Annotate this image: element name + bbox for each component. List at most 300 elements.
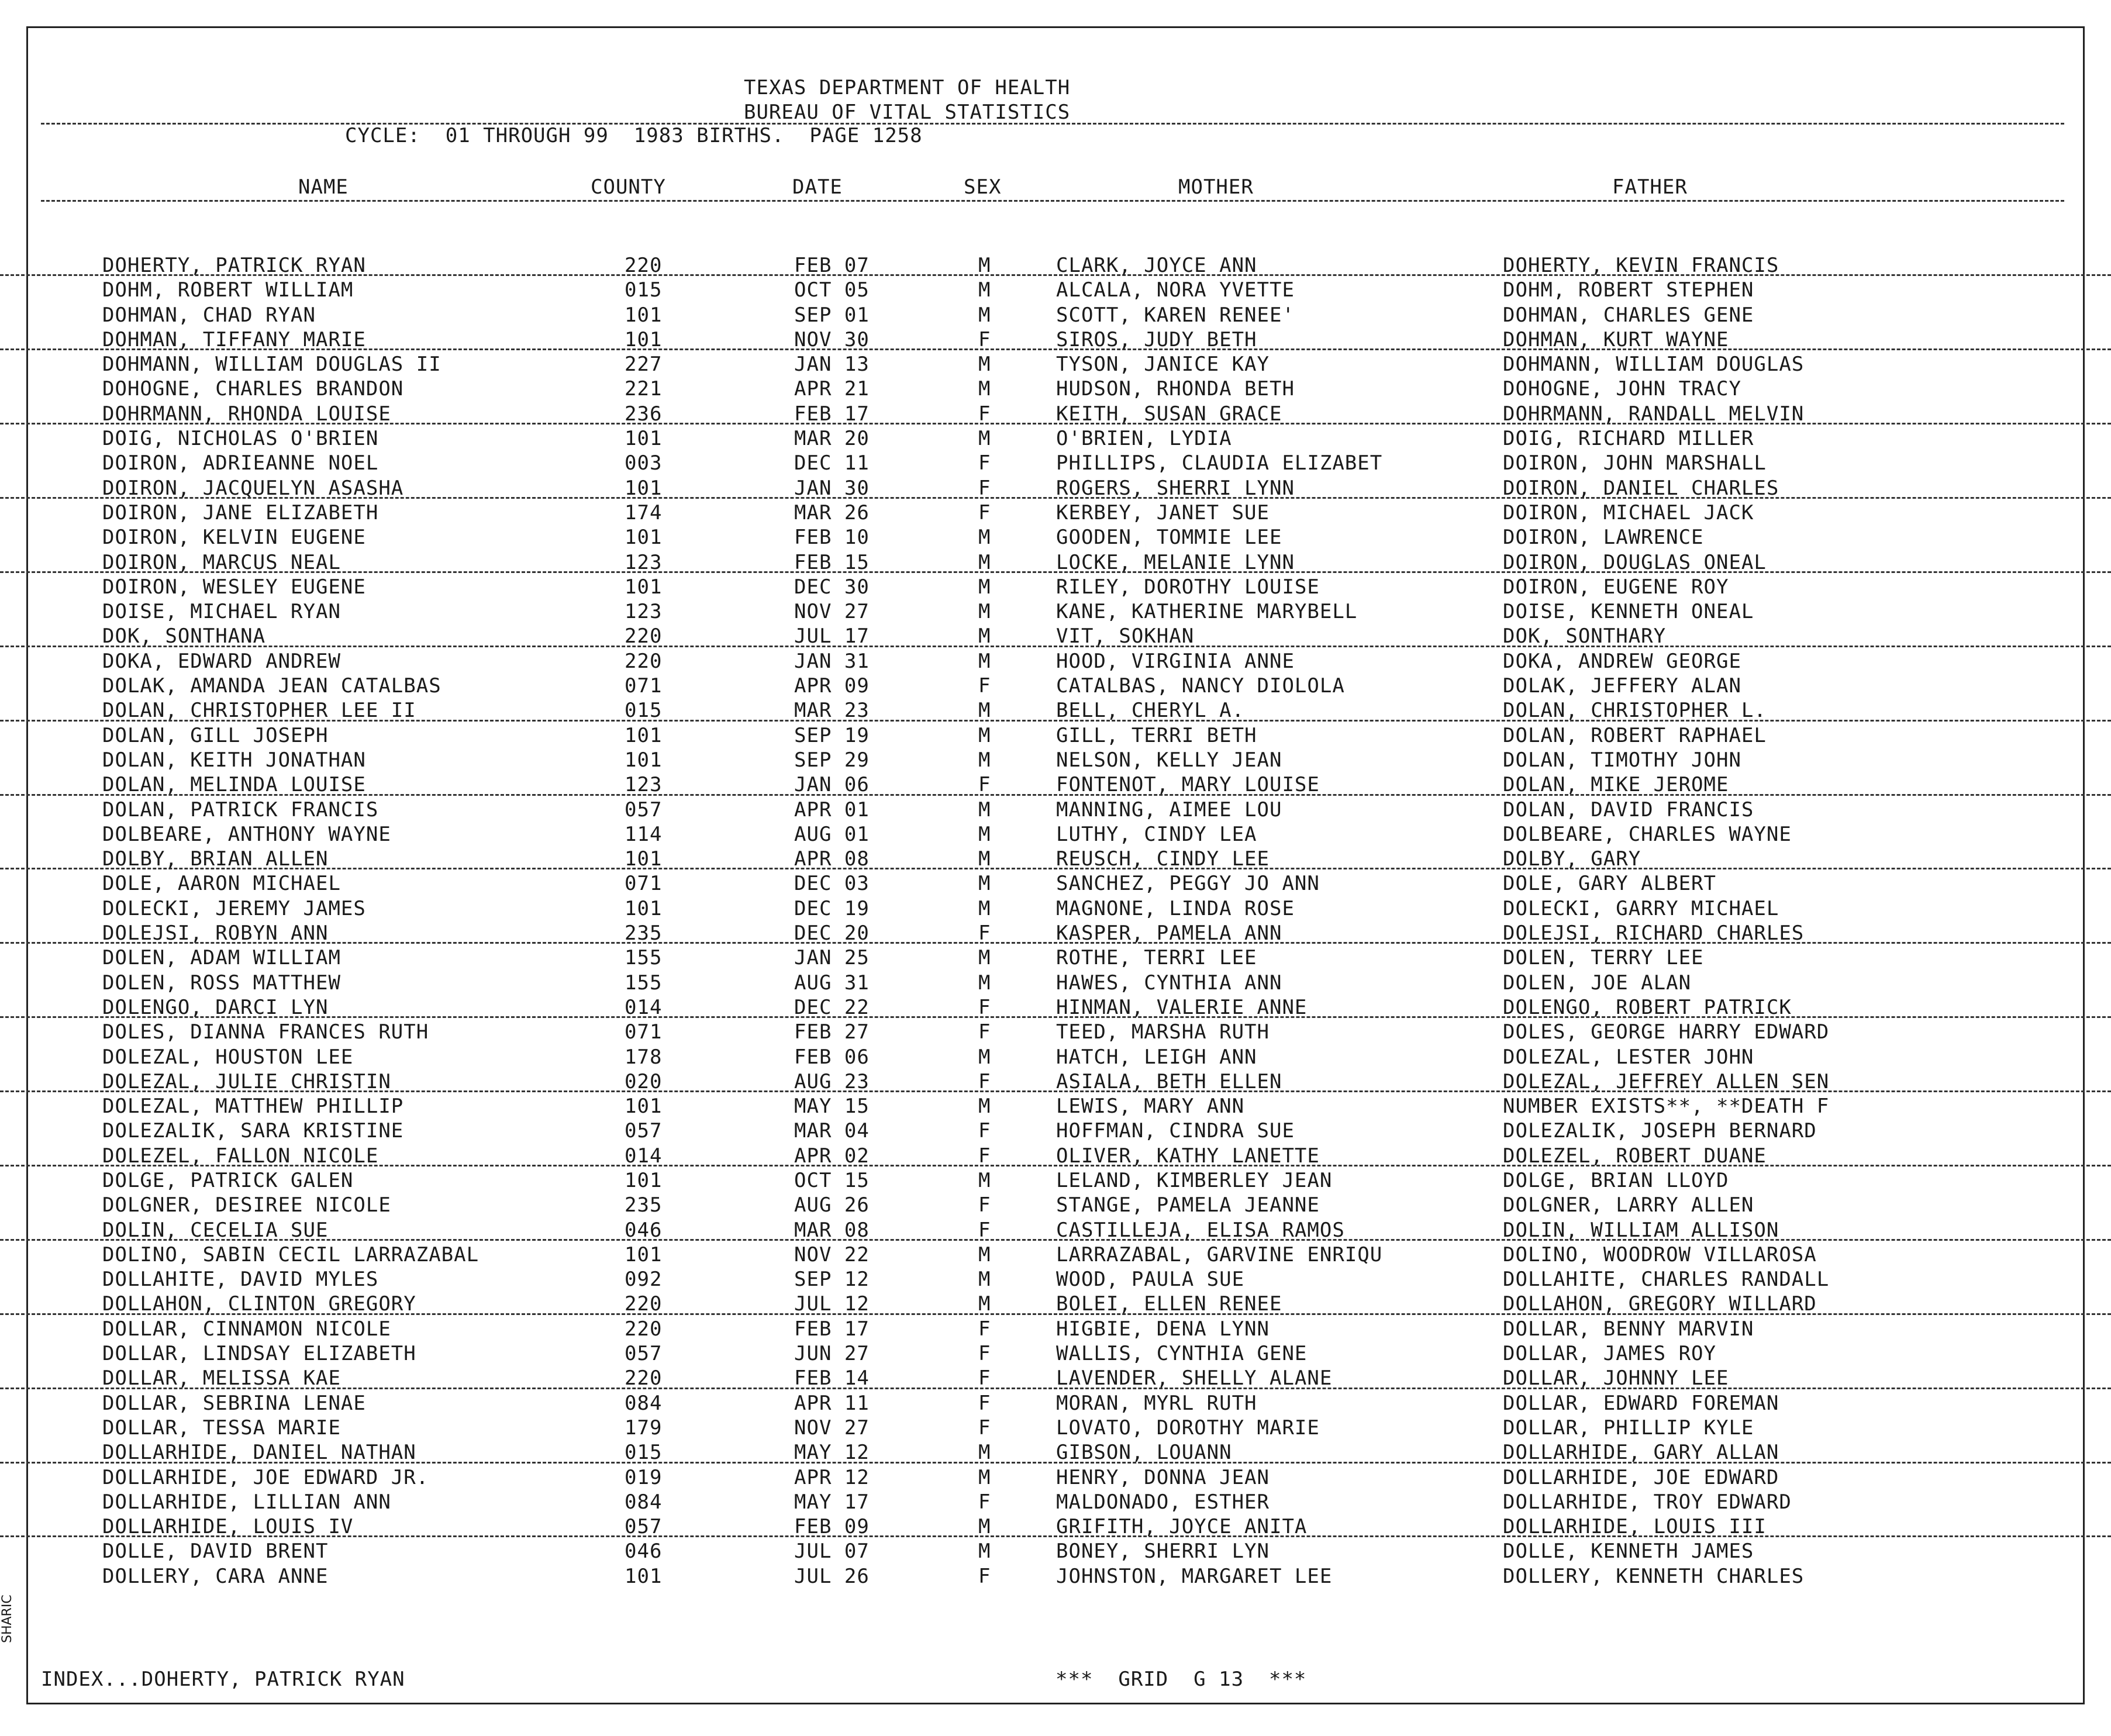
record-date: DEC 22 <box>794 995 870 1019</box>
record-county: 101 <box>625 748 663 772</box>
record-date: APR 21 <box>794 377 870 401</box>
record-mother: BONEY, SHERRI LYN <box>1056 1540 1270 1564</box>
record-name: DOLLAHON, CLINTON GREGORY <box>102 1292 416 1316</box>
record-name: DOLLAR, TESSA MARIE <box>102 1416 341 1440</box>
record-county: 155 <box>625 971 663 995</box>
record-name: DOLEN, ADAM WILLIAM <box>102 946 341 970</box>
grid-label: *** GRID G 13 *** <box>1056 1668 1307 1691</box>
record-mother: CLARK, JOYCE ANN <box>1056 254 1257 277</box>
record-county: 046 <box>625 1218 663 1242</box>
record-county: 014 <box>625 1144 663 1168</box>
record-mother: GRIFITH, JOYCE ANITA <box>1056 1515 1308 1539</box>
record-sex: F <box>978 995 991 1019</box>
record-father: DOLINO, WOODROW VILLAROSA <box>1503 1243 1817 1266</box>
record-mother: TEED, MARSHA RUTH <box>1056 1020 1270 1044</box>
record-sex: M <box>978 550 991 574</box>
record-mother: ROTHE, TERRI LEE <box>1056 946 1257 970</box>
record-row <box>0 375 2111 399</box>
record-father: DOLLAHON, GREGORY WILLARD <box>1503 1292 1817 1316</box>
record-date: MAR 08 <box>794 1218 870 1242</box>
record-name: DOIRON, KELVIN EUGENE <box>102 526 366 550</box>
record-county: 015 <box>625 278 663 302</box>
record-name: DOIRON, ADRIEANNE NOEL <box>102 451 379 475</box>
record-county: 101 <box>625 476 663 500</box>
record-date: MAY 15 <box>794 1095 870 1119</box>
column-header-rule <box>41 200 2064 202</box>
record-date: DEC 20 <box>794 922 870 945</box>
record-county: 235 <box>625 922 663 945</box>
record-date: AUG 01 <box>794 822 870 846</box>
record-mother: ASIALA, BETH ELLEN <box>1056 1069 1282 1093</box>
record-date: AUG 26 <box>794 1193 870 1217</box>
record-name: DOLEZAL, MATTHEW PHILLIP <box>102 1095 404 1119</box>
record-date: JUL 26 <box>794 1564 870 1588</box>
record-father: DOLGE, BRIAN LLOYD <box>1503 1168 1729 1192</box>
record-row <box>0 1265 2111 1290</box>
record-county: 220 <box>625 254 663 277</box>
record-row <box>0 573 2111 598</box>
record-county: 015 <box>625 1441 663 1465</box>
record-mother: KASPER, PAMELA ANN <box>1056 922 1282 945</box>
record-name: DOLEJSI, ROBYN ANN <box>102 922 329 945</box>
col-header-date: DATE <box>792 175 843 199</box>
record-father: DOLLE, KENNETH JAMES <box>1503 1540 1754 1564</box>
record-date: FEB 17 <box>794 1317 870 1341</box>
record-row <box>0 1513 2111 1537</box>
record-mother: FONTENOT, MARY LOUISE <box>1056 773 1320 797</box>
record-county: 101 <box>625 327 663 351</box>
record-sex: F <box>978 327 991 351</box>
record-sex: M <box>978 1515 991 1539</box>
record-date: FEB 09 <box>794 1515 870 1539</box>
record-county: 057 <box>625 1119 663 1143</box>
record-father: DOLECKI, GARRY MICHAEL <box>1503 896 1779 920</box>
record-name: DOHM, ROBERT WILLIAM <box>102 278 354 302</box>
record-county: 101 <box>625 1095 663 1119</box>
record-name: DOHMANN, WILLIAM DOUGLAS II <box>102 353 441 377</box>
record-date: FEB 27 <box>794 1020 870 1044</box>
record-date: JAN 06 <box>794 773 870 797</box>
record-father: DOHMAN, CHARLES GENE <box>1503 303 1754 327</box>
record-date: FEB 17 <box>794 402 870 426</box>
record-father: DOLLAR, JAMES ROY <box>1503 1342 1716 1366</box>
record-county: 101 <box>625 847 663 871</box>
record-row <box>0 771 2111 795</box>
record-mother: WALLIS, CYNTHIA GENE <box>1056 1342 1308 1366</box>
record-name: DOLLERY, CARA ANNE <box>102 1564 329 1588</box>
record-date: JAN 30 <box>794 476 870 500</box>
record-county: 020 <box>625 1069 663 1093</box>
record-name: DOLGNER, DESIREE NICOLE <box>102 1193 391 1217</box>
record-date: SEP 19 <box>794 723 870 747</box>
record-county: 101 <box>625 575 663 599</box>
record-row <box>0 993 2111 1018</box>
record-county: 057 <box>625 1515 663 1539</box>
record-row <box>0 1464 2111 1488</box>
record-county: 220 <box>625 1317 663 1341</box>
record-name: DOLLE, DAVID BRENT <box>102 1540 329 1564</box>
record-county: 221 <box>625 377 663 401</box>
record-row <box>0 1364 2111 1389</box>
record-father: DOLIN, WILLIAM ALLISON <box>1503 1218 1779 1242</box>
record-row <box>0 1389 2111 1414</box>
record-name: DOLLAR, SEBRINA LENAE <box>102 1391 366 1415</box>
record-row <box>0 647 2111 672</box>
record-father: DOHM, ROBERT STEPHEN <box>1503 278 1754 302</box>
record-sex: M <box>978 1243 991 1266</box>
record-row <box>0 598 2111 622</box>
record-date: JUL 07 <box>794 1540 870 1564</box>
record-mother: WOOD, PAULA SUE <box>1056 1268 1245 1292</box>
record-county: 101 <box>625 1564 663 1588</box>
record-sex: F <box>978 1564 991 1588</box>
record-father: DOLLAR, BENNY MARVIN <box>1503 1317 1754 1341</box>
record-name: DOKA, EDWARD ANDREW <box>102 649 341 673</box>
record-father: DOIRON, DOUGLAS ONEAL <box>1503 550 1767 574</box>
record-date: JAN 31 <box>794 649 870 673</box>
record-name: DOLENGO, DARCI LYN <box>102 995 329 1019</box>
record-mother: LELAND, KIMBERLEY JEAN <box>1056 1168 1333 1192</box>
record-county: 220 <box>625 649 663 673</box>
record-sex: F <box>978 1317 991 1341</box>
record-father: DOLEN, TERRY LEE <box>1503 946 1704 970</box>
record-name: DOLEZAL, JULIE CHRISTIN <box>102 1069 391 1093</box>
records-list <box>0 251 2111 1587</box>
record-county: 084 <box>625 1490 663 1514</box>
record-row <box>0 796 2111 820</box>
record-father: DOHMAN, KURT WAYNE <box>1503 327 1729 351</box>
record-mother: MAGNONE, LINDA ROSE <box>1056 896 1295 920</box>
record-sex: F <box>978 1119 991 1143</box>
record-county: 071 <box>625 674 663 698</box>
record-name: DOLEZAL, HOUSTON LEE <box>102 1045 354 1069</box>
record-mother: HOOD, VIRGINIA ANNE <box>1056 649 1295 673</box>
record-father: DOLLARHIDE, LOUIS III <box>1503 1515 1767 1539</box>
record-sex: M <box>978 1045 991 1069</box>
record-row <box>0 869 2111 894</box>
record-date: MAY 17 <box>794 1490 870 1514</box>
record-father: DOLAN, TIMOTHY JOHN <box>1503 748 1741 772</box>
record-mother: LOVATO, DOROTHY MARIE <box>1056 1416 1320 1440</box>
record-sex: F <box>978 1193 991 1217</box>
record-sex: F <box>978 1069 991 1093</box>
record-sex: F <box>978 922 991 945</box>
record-sex: M <box>978 723 991 747</box>
record-sex: M <box>978 353 991 377</box>
record-mother: REUSCH, CINDY LEE <box>1056 847 1270 871</box>
record-row <box>0 672 2111 696</box>
record-mother: LARRAZABAL, GARVINE ENRIQU <box>1056 1243 1383 1266</box>
record-mother: GOODEN, TOMMIE LEE <box>1056 526 1282 550</box>
record-row <box>0 424 2111 449</box>
record-father: DOLGNER, LARRY ALLEN <box>1503 1193 1754 1217</box>
record-date: SEP 12 <box>794 1268 870 1292</box>
record-row <box>0 919 2111 944</box>
record-father: DOLEZALIK, JOSEPH BERNARD <box>1503 1119 1817 1143</box>
record-sex: M <box>978 1540 991 1564</box>
record-row <box>0 1340 2111 1364</box>
record-name: DOLAN, PATRICK FRANCIS <box>102 798 379 822</box>
record-name: DOIRON, JACQUELYN ASASHA <box>102 476 404 500</box>
record-father: DOLEJSI, RICHARD CHARLES <box>1503 922 1805 945</box>
record-county: 155 <box>625 946 663 970</box>
record-row <box>0 523 2111 548</box>
record-county: 101 <box>625 1243 663 1266</box>
record-sex: M <box>978 1168 991 1192</box>
record-father: DOIRON, LAWRENCE <box>1503 526 1704 550</box>
record-name: DOLIN, CECELIA SUE <box>102 1218 329 1242</box>
record-mother: LEWIS, MARY ANN <box>1056 1095 1245 1119</box>
record-county: 178 <box>625 1045 663 1069</box>
record-mother: SIROS, JUDY BETH <box>1056 327 1257 351</box>
record-date: SEP 29 <box>794 748 870 772</box>
record-sex: F <box>978 501 991 524</box>
record-name: DOHMAN, CHAD RYAN <box>102 303 316 327</box>
record-row <box>0 350 2111 375</box>
record-row <box>0 301 2111 326</box>
record-mother: PHILLIPS, CLAUDIA ELIZABET <box>1056 451 1383 475</box>
record-date: FEB 10 <box>794 526 870 550</box>
record-county: 236 <box>625 402 663 426</box>
record-row <box>0 622 2111 647</box>
record-father: DOHERTY, KEVIN FRANCIS <box>1503 254 1779 277</box>
record-row <box>0 1166 2111 1191</box>
record-father: DOLLAR, EDWARD FOREMAN <box>1503 1391 1779 1415</box>
record-county: 101 <box>625 723 663 747</box>
record-mother: BOLEI, ELLEN RENEE <box>1056 1292 1282 1316</box>
record-row <box>0 895 2111 919</box>
record-father: DOIRON, EUGENE ROY <box>1503 575 1729 599</box>
record-name: DOLEZEL, FALLON NICOLE <box>102 1144 379 1168</box>
record-sex: F <box>978 1490 991 1514</box>
record-name: DOLBY, BRIAN ALLEN <box>102 847 329 871</box>
record-father: NUMBER EXISTS**, **DEATH F <box>1503 1095 1830 1119</box>
record-father: DOLLARHIDE, TROY EDWARD <box>1503 1490 1792 1514</box>
record-father: DOLES, GEORGE HARRY EDWARD <box>1503 1020 1830 1044</box>
record-father: DOIG, RICHARD MILLER <box>1503 427 1754 451</box>
record-name: DOIRON, MARCUS NEAL <box>102 550 341 574</box>
record-name: DOLAK, AMANDA JEAN CATALBAS <box>102 674 441 698</box>
record-mother: OLIVER, KATHY LANETTE <box>1056 1144 1320 1168</box>
record-row <box>0 696 2111 721</box>
record-mother: SANCHEZ, PEGGY JO ANN <box>1056 872 1320 896</box>
record-county: 220 <box>625 624 663 648</box>
record-row <box>0 1241 2111 1265</box>
record-mother: RILEY, DOROTHY LOUISE <box>1056 575 1320 599</box>
record-row <box>0 499 2111 523</box>
record-row <box>0 746 2111 771</box>
record-date: APR 01 <box>794 798 870 822</box>
record-father: DOLEZAL, JEFFREY ALLEN SEN <box>1503 1069 1830 1093</box>
record-county: 019 <box>625 1465 663 1489</box>
record-name: DOLLAR, MELISSA KAE <box>102 1366 341 1390</box>
record-row <box>0 845 2111 869</box>
record-sex: M <box>978 822 991 846</box>
record-date: FEB 06 <box>794 1045 870 1069</box>
record-father: DOLEZEL, ROBERT DUANE <box>1503 1144 1767 1168</box>
col-header-sex: SEX <box>964 175 1002 199</box>
record-date: FEB 07 <box>794 254 870 277</box>
record-name: DOLAN, CHRISTOPHER LEE II <box>102 699 416 723</box>
record-date: NOV 27 <box>794 600 870 624</box>
record-mother: JOHNSTON, MARGARET LEE <box>1056 1564 1333 1588</box>
record-mother: KERBEY, JANET SUE <box>1056 501 1270 524</box>
record-father: DOLEZAL, LESTER JOHN <box>1503 1045 1754 1069</box>
record-row <box>0 1018 2111 1043</box>
record-mother: KEITH, SUSAN GRACE <box>1056 402 1282 426</box>
record-mother: MANNING, AIMEE LOU <box>1056 798 1282 822</box>
record-sex: M <box>978 946 991 970</box>
record-father: DOIRON, DANIEL CHARLES <box>1503 476 1779 500</box>
record-sex: F <box>978 773 991 797</box>
record-father: DOK, SONTHARY <box>1503 624 1667 648</box>
record-row <box>0 1290 2111 1314</box>
record-county: 014 <box>625 995 663 1019</box>
record-date: DEC 03 <box>794 872 870 896</box>
record-name: DOLINO, SABIN CECIL LARRAZABAL <box>102 1243 480 1266</box>
record-county: 235 <box>625 1193 663 1217</box>
record-sex: M <box>978 526 991 550</box>
record-mother: HATCH, LEIGH ANN <box>1056 1045 1257 1069</box>
record-name: DOLLAR, CINNAMON NICOLE <box>102 1317 391 1341</box>
record-father: DOHMANN, WILLIAM DOUGLAS <box>1503 353 1805 377</box>
record-date: NOV 27 <box>794 1416 870 1440</box>
record-county: 101 <box>625 303 663 327</box>
record-row <box>0 276 2111 301</box>
record-sex: M <box>978 427 991 451</box>
record-date: JAN 13 <box>794 353 870 377</box>
col-header-father: FATHER <box>1612 175 1688 199</box>
record-date: NOV 22 <box>794 1243 870 1266</box>
record-mother: VIT, SOKHAN <box>1056 624 1195 648</box>
record-father: DOLLARHIDE, GARY ALLAN <box>1503 1441 1779 1465</box>
record-father: DOHRMANN, RANDALL MELVIN <box>1503 402 1805 426</box>
record-row <box>0 1068 2111 1092</box>
record-mother: O'BRIEN, LYDIA <box>1056 427 1232 451</box>
record-sex: F <box>978 402 991 426</box>
record-county: 057 <box>625 1342 663 1366</box>
record-father: DOLAN, CHRISTOPHER L. <box>1503 699 1767 723</box>
record-row <box>0 820 2111 845</box>
record-county: 123 <box>625 600 663 624</box>
record-sex: F <box>978 1416 991 1440</box>
record-date: DEC 19 <box>794 896 870 920</box>
record-date: JUL 12 <box>794 1292 870 1316</box>
record-sex: M <box>978 377 991 401</box>
record-father: DOHOGNE, JOHN TRACY <box>1503 377 1741 401</box>
record-row <box>0 1043 2111 1068</box>
record-name: DOIRON, JANE ELIZABETH <box>102 501 379 524</box>
record-sex: M <box>978 303 991 327</box>
record-name: DOLLAHITE, DAVID MYLES <box>102 1268 379 1292</box>
record-mother: BELL, CHERYL A. <box>1056 699 1245 723</box>
agency-title: TEXAS DEPARTMENT OF HEALTH <box>744 76 1071 99</box>
record-county: 101 <box>625 526 663 550</box>
record-row <box>0 326 2111 350</box>
col-header-name: NAME <box>298 175 349 199</box>
record-mother: MALDONADO, ESTHER <box>1056 1490 1270 1514</box>
record-date: APR 12 <box>794 1465 870 1489</box>
record-father: DOIRON, MICHAEL JACK <box>1503 501 1754 524</box>
record-row <box>0 1488 2111 1513</box>
record-mother: KANE, KATHERINE MARYBELL <box>1056 600 1358 624</box>
record-date: OCT 05 <box>794 278 870 302</box>
record-row <box>0 1315 2111 1340</box>
record-row <box>0 1414 2111 1438</box>
record-father: DOLLAR, JOHNNY LEE <box>1503 1366 1729 1390</box>
record-date: APR 11 <box>794 1391 870 1415</box>
record-county: 101 <box>625 427 663 451</box>
record-date: MAY 12 <box>794 1441 870 1465</box>
record-father: DOLLAR, PHILLIP KYLE <box>1503 1416 1754 1440</box>
record-name: DOLLARHIDE, JOE EDWARD JR. <box>102 1465 429 1489</box>
record-name: DOLLAR, LINDSAY ELIZABETH <box>102 1342 416 1366</box>
record-name: DOHRMANN, RHONDA LOUISE <box>102 402 391 426</box>
record-row <box>0 548 2111 573</box>
record-father: DOLAN, ROBERT RAPHAEL <box>1503 723 1767 747</box>
record-sex: F <box>978 1020 991 1044</box>
record-mother: HINMAN, VALERIE ANNE <box>1056 995 1308 1019</box>
record-date: SEP 01 <box>794 303 870 327</box>
record-row <box>0 1216 2111 1241</box>
record-sex: M <box>978 896 991 920</box>
record-row <box>0 1191 2111 1216</box>
record-mother: TYSON, JANICE KAY <box>1056 353 1270 377</box>
record-date: APR 02 <box>794 1144 870 1168</box>
record-name: DOLEZALIK, SARA KRISTINE <box>102 1119 404 1143</box>
record-date: DEC 30 <box>794 575 870 599</box>
record-county: 101 <box>625 1168 663 1192</box>
record-mother: CATALBAS, NANCY DIOLOLA <box>1056 674 1345 698</box>
record-date: APR 08 <box>794 847 870 871</box>
record-mother: MORAN, MYRL RUTH <box>1056 1391 1257 1415</box>
record-row <box>0 449 2111 474</box>
record-mother: GIBSON, LOUANN <box>1056 1441 1232 1465</box>
record-sex: F <box>978 1144 991 1168</box>
record-sex: F <box>978 476 991 500</box>
record-county: 179 <box>625 1416 663 1440</box>
record-father: DOIRON, JOHN MARSHALL <box>1503 451 1767 475</box>
record-mother: LAVENDER, SHELLY ALANE <box>1056 1366 1333 1390</box>
record-sex: M <box>978 699 991 723</box>
record-father: DOLLAHITE, CHARLES RANDALL <box>1503 1268 1830 1292</box>
record-name: DOHMAN, TIFFANY MARIE <box>102 327 366 351</box>
record-date: MAR 23 <box>794 699 870 723</box>
record-mother: LUTHY, CINDY LEA <box>1056 822 1257 846</box>
record-sex: F <box>978 1366 991 1390</box>
record-father: DOKA, ANDREW GEORGE <box>1503 649 1741 673</box>
record-name: DOLLARHIDE, LILLIAN ANN <box>102 1490 391 1514</box>
record-father: DOLLERY, KENNETH CHARLES <box>1503 1564 1805 1588</box>
index-line: INDEX...DOHERTY, PATRICK RYAN <box>41 1668 405 1691</box>
record-county: 114 <box>625 822 663 846</box>
record-mother: CASTILLEJA, ELISA RAMOS <box>1056 1218 1345 1242</box>
record-date: MAR 04 <box>794 1119 870 1143</box>
record-row <box>0 1562 2111 1587</box>
record-father: DOLAN, DAVID FRANCIS <box>1503 798 1754 822</box>
record-county: 123 <box>625 550 663 574</box>
record-father: DOLEN, JOE ALAN <box>1503 971 1692 995</box>
record-sex: M <box>978 278 991 302</box>
record-date: JUL 17 <box>794 624 870 648</box>
record-date: MAR 20 <box>794 427 870 451</box>
record-county: 220 <box>625 1366 663 1390</box>
header-rule <box>41 123 2064 125</box>
record-name: DOHOGNE, CHARLES BRANDON <box>102 377 404 401</box>
record-county: 092 <box>625 1268 663 1292</box>
record-name: DOLAN, MELINDA LOUISE <box>102 773 366 797</box>
record-name: DOLBEARE, ANTHONY WAYNE <box>102 822 391 846</box>
